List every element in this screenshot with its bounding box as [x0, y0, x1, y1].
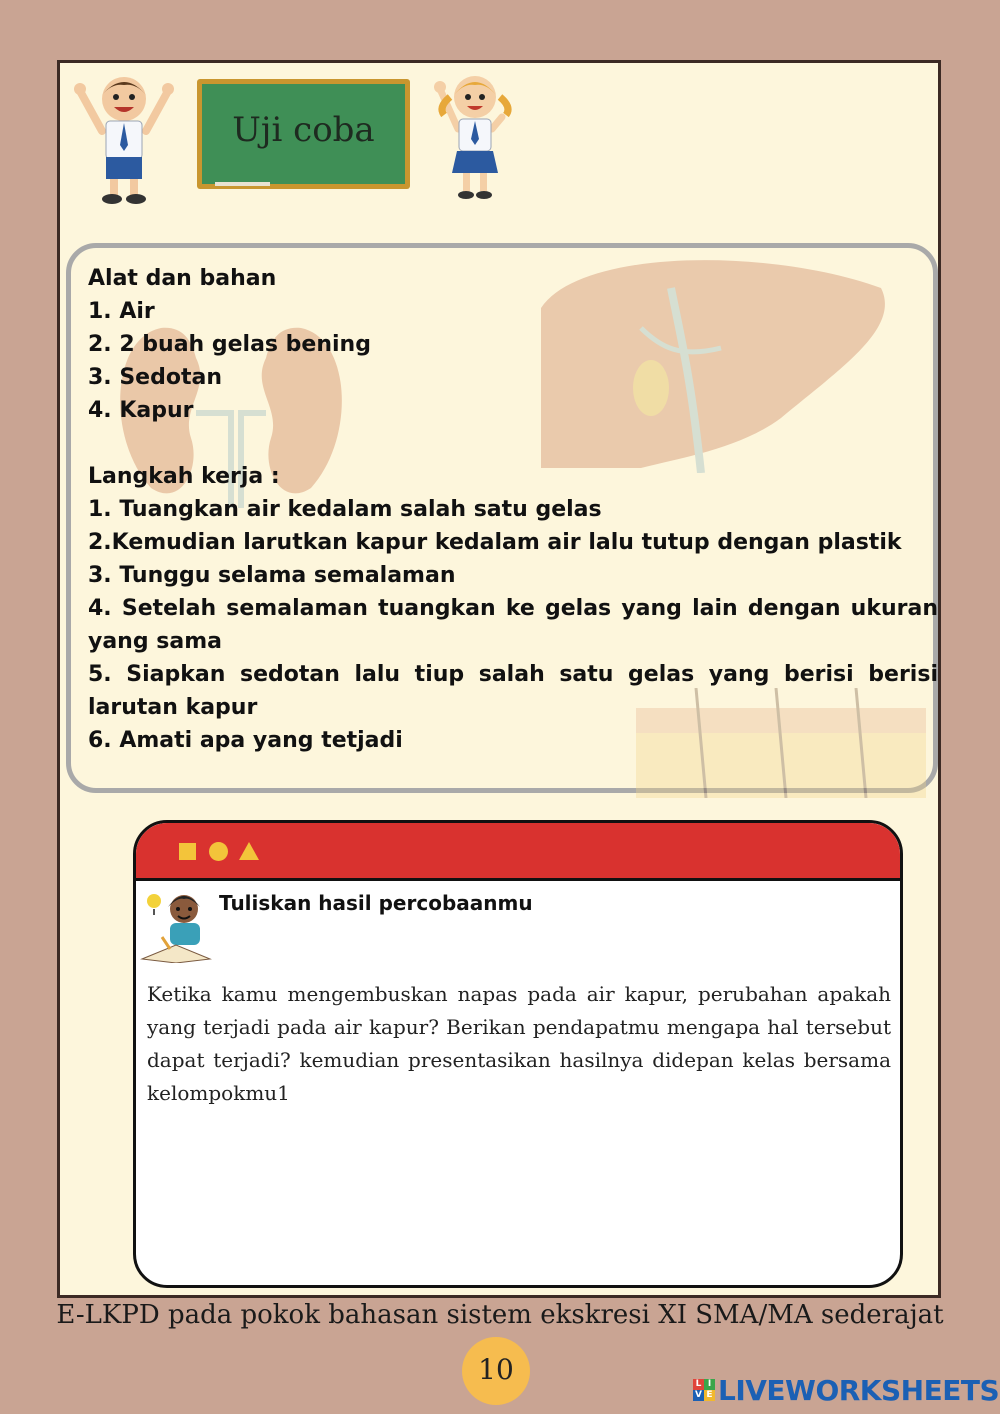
- logo-letter: L: [693, 1379, 704, 1390]
- experiment-steps-text: [88, 262, 938, 757]
- circle-icon: [209, 842, 228, 861]
- liveworksheets-logo-icon: [693, 1379, 715, 1401]
- procedure-step: 2.Kemudian larutkan kapur kedalam air lalu tutup dengan plastik: [88, 530, 902, 555]
- logo-letter: V: [693, 1390, 704, 1401]
- page-title: Uji coba: [232, 110, 375, 150]
- chalkboard-title: [197, 79, 410, 189]
- worksheet-page: [57, 60, 941, 1298]
- procedure-step: 6. Amati apa yang tetjadi: [88, 728, 403, 753]
- brand-name: LIVEWORKSHEETS: [718, 1373, 1000, 1407]
- girl-illustration: [430, 67, 520, 207]
- materials-item: 2. 2 buah gelas bening: [88, 332, 371, 357]
- procedure-step: 1. Tuangkan air kedalam salah satu gelas: [88, 497, 602, 522]
- materials-item: 4. Kapur: [88, 398, 194, 423]
- logo-letter: E: [704, 1390, 715, 1401]
- liveworksheets-brand: [693, 1373, 999, 1407]
- procedure-heading: Langkah kerja :: [88, 464, 280, 489]
- student-writing-illustration: [140, 889, 212, 963]
- task-title: Tuliskan hasil percobaanmu: [219, 891, 533, 915]
- task-card: [133, 820, 903, 1288]
- page-number-badge: 10: [462, 1337, 530, 1405]
- materials-item: 3. Sedotan: [88, 365, 222, 390]
- chalk-ledge: [215, 182, 270, 186]
- logo-letter: I: [704, 1379, 715, 1390]
- square-icon: [179, 843, 196, 860]
- materials-heading: Alat dan bahan: [88, 266, 277, 291]
- chalkboard-surface: [202, 84, 405, 184]
- boy-illustration: [72, 69, 177, 209]
- procedure-step: 3. Tunggu selama semalaman: [88, 563, 456, 588]
- task-card-header: [136, 823, 900, 881]
- materials-item: 1. Air: [88, 299, 155, 324]
- procedure-step: 4. Setelah semalaman tuangkan ke gelas yang lain dengan ukuran yang sama: [88, 596, 938, 654]
- experiment-steps-panel: [66, 243, 938, 793]
- footer-caption: E-LKPD pada pokok bahasan sistem ekskresi XI SMA/MA sederajat: [56, 1300, 944, 1330]
- triangle-icon: [239, 842, 259, 860]
- task-question: Ketika kamu mengembuskan napas pada air kapur, perubahan apakah yang terjadi pada air kapur? Berikan pendapatmu mengapa hal tersebut dapat terjadi? kemudian presentasikan hasilnya didepan kelas bersama kelompokmu1: [147, 982, 891, 1105]
- procedure-step: 5. Siapkan sedotan lalu tiup salah satu gelas yang berisi berisi larutan kapur: [88, 662, 938, 720]
